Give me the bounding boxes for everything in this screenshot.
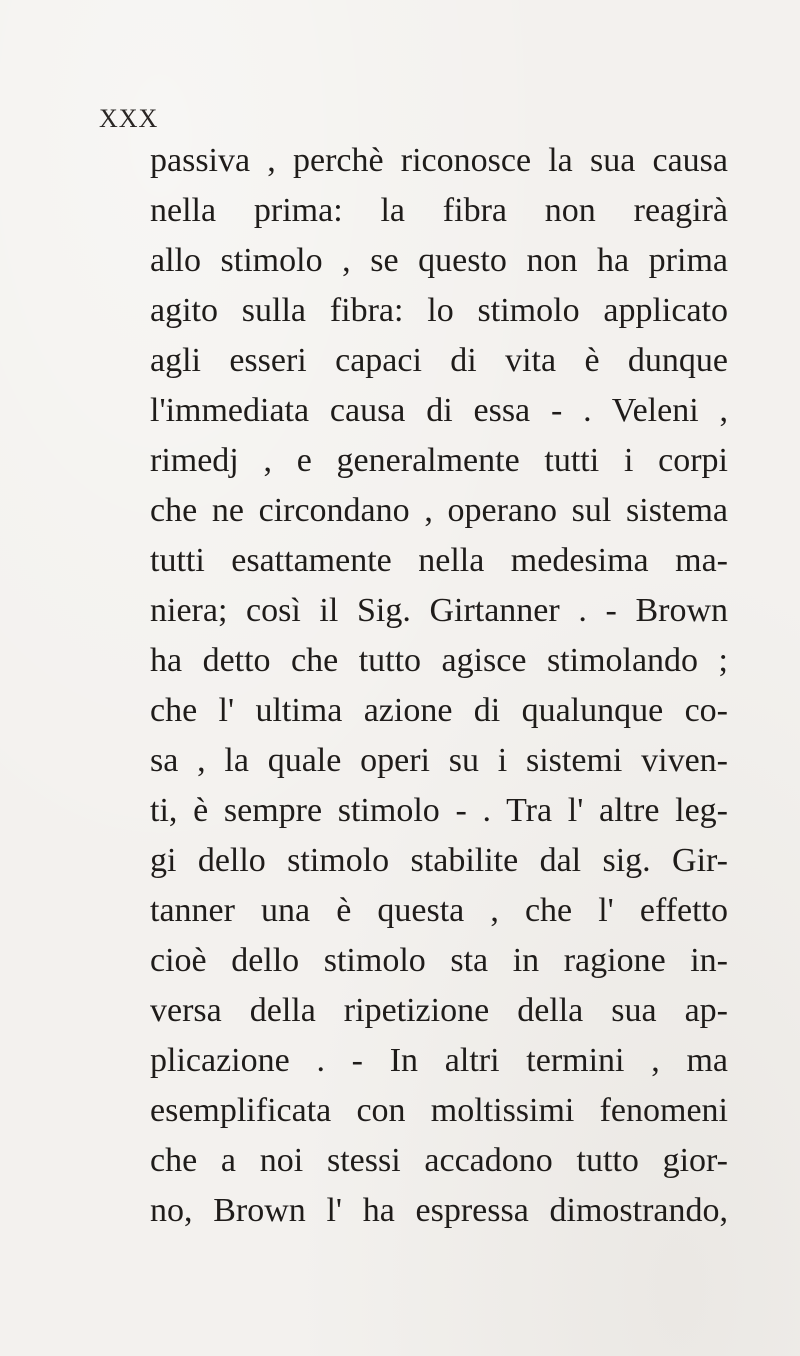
text-line: agli esseri capaci di vita è dunque	[150, 342, 728, 379]
text-line: che l' ultima azione di qualunque co-	[150, 692, 728, 729]
text-line: esemplificata con moltissimi fenomeni	[150, 1092, 728, 1129]
text-line: ha detto che tutto agisce stimolando ;	[150, 642, 728, 679]
text-line: nella prima: la fibra non reagirà	[150, 192, 728, 229]
text-line: rimedj , e generalmente tutti i corpi	[150, 442, 728, 479]
text-line: versa della ripetizione della sua ap-	[150, 992, 728, 1029]
body-text	[150, 136, 728, 1236]
text-line: tutti esattamente nella medesima ma-	[150, 542, 728, 579]
text-line: gi dello stimolo stabilite dal sig. Gir-	[150, 842, 728, 879]
text-line: ti, è sempre stimolo - . Tra l' altre leg-	[150, 792, 728, 829]
page-number-header: XXX	[99, 104, 159, 133]
text-line: niera; così il Sig. Girtanner . - Brown	[150, 592, 728, 629]
text-line: allo stimolo , se questo non ha prima	[150, 242, 728, 279]
text-line: che a noi stessi accadono tutto gior-	[150, 1142, 728, 1179]
text-line: tanner una è questa , che l' effetto	[150, 892, 728, 929]
text-line: l'immediata causa di essa - . Veleni ,	[150, 392, 728, 429]
text-line: sa , la quale operi su i sistemi viven-	[150, 742, 728, 779]
text-line: che ne circondano , operano sul sistema	[150, 492, 728, 529]
text-line: passiva , perchè riconosce la sua causa	[150, 142, 728, 179]
text-line: cioè dello stimolo sta in ragione in-	[150, 942, 728, 979]
text-line: agito sulla fibra: lo stimolo applicato	[150, 292, 728, 329]
text-line: no, Brown l' ha espressa dimostrando,	[150, 1192, 728, 1229]
text-line: plicazione . - In altri termini , ma	[150, 1042, 728, 1079]
